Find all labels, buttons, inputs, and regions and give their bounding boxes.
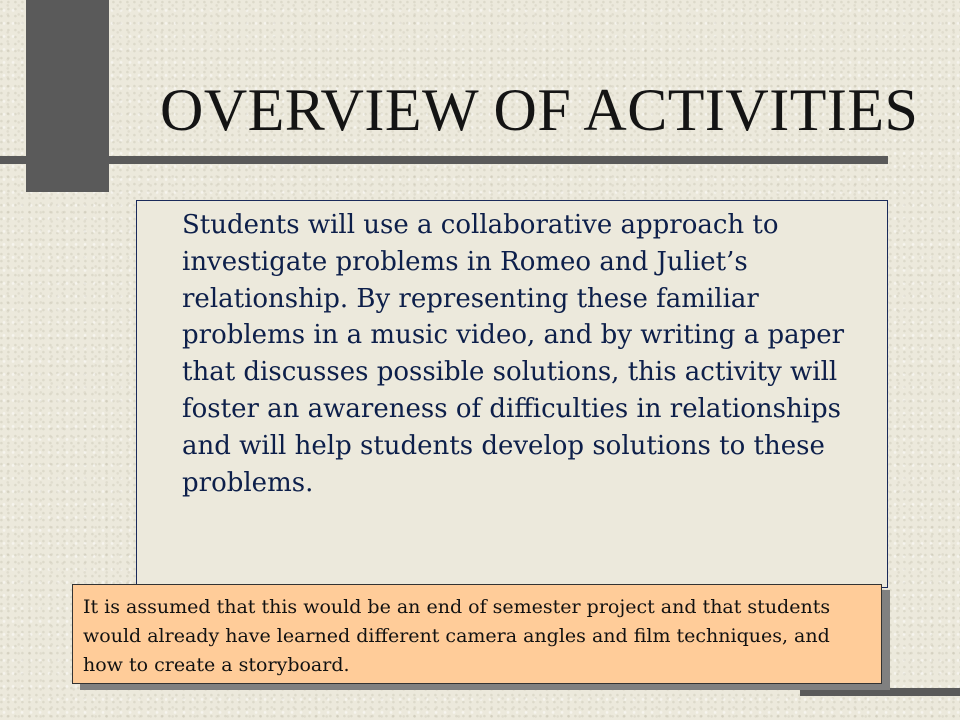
body-text-box	[136, 200, 888, 588]
slide-title: OVERVIEW OF ACTIVITIES	[160, 77, 919, 143]
note-text: It is assumed that this would be an end of semester project and that students would already have learned different camera angles and film techniques, and how to create a storyboard.	[83, 596, 831, 676]
body-paragraph: Students will use a collaborative approach to investigate problems in Romeo and Juliet’s relationship. By representing these familiar problems in a music video, and by writing a paper that discusses possible solutions, this activity will foster an awareness of difficulties in relationships and will help students develop solutions to these problems.	[182, 210, 845, 498]
title-rule	[0, 156, 888, 164]
note-callout	[72, 584, 882, 684]
